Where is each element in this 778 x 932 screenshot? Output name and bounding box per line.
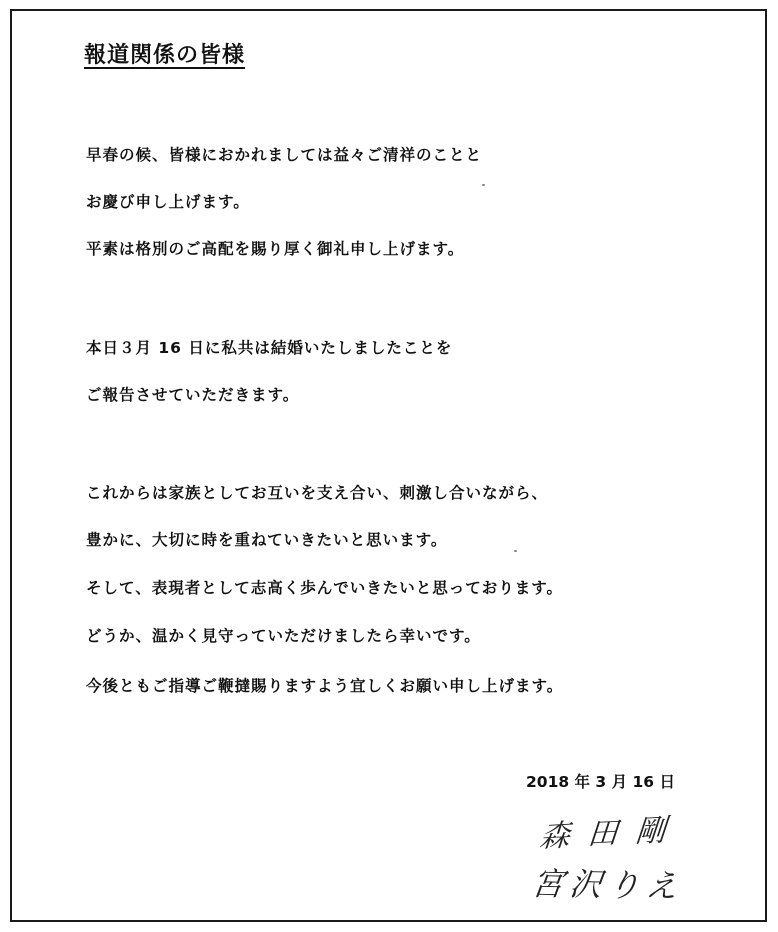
paragraph-line: そして、表現者として志高く歩んでいきたいと思っております。	[86, 579, 563, 597]
paragraph-line: 今後ともご指導ご鞭撻賜りますよう宜しくお願い申し上げます。	[86, 677, 564, 695]
signature-miyazawa: 宮沢りえ	[529, 864, 687, 906]
paragraph-line: 平素は格別のご高配を賜り厚く御礼申し上げます。	[86, 240, 465, 258]
paragraph-line: ご報告させていただきます。	[86, 386, 300, 404]
paragraph-line: どうか、温かく見守っていただけましたら幸いです。	[86, 627, 481, 645]
letter-date: 2018 年 3 月 16 日	[526, 773, 675, 791]
paragraph-line: 本日３月 16 日に私共は結婚いたしましたことを	[86, 339, 453, 357]
scan-speck	[514, 550, 517, 552]
paragraph-line: お慶び申し上げます。	[86, 193, 250, 211]
paragraph-line: これからは家族としてお互いを支え合い、刺激し合いながら、	[86, 484, 549, 502]
letter-heading: 報道関係の皆様	[84, 43, 246, 68]
scan-speck	[482, 184, 485, 186]
paragraph-line: 早春の候、皆様におかれましては益々ご清祥のことと	[86, 146, 483, 164]
paragraph-line: 豊かに、大切に時を重ねていきたいと思います。	[86, 531, 448, 549]
signature-morita: 森田剛	[538, 812, 686, 855]
